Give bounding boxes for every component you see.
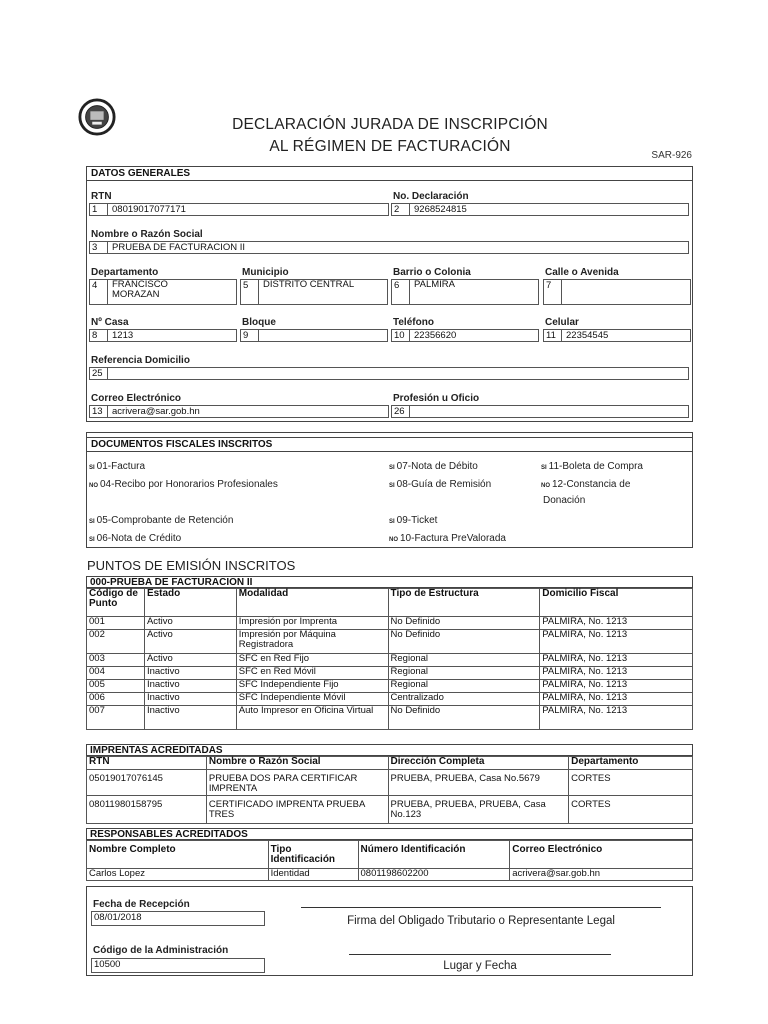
cell: Regional [388, 680, 540, 693]
field-value: acrivera@sar.gob.hn [112, 406, 200, 417]
cell: Inactivo [144, 693, 236, 706]
doc-item: SI 01-Factura [89, 461, 146, 472]
cell: 08011980158795 [87, 796, 207, 824]
field-value: PRUEBA DE FACTURACION II [112, 242, 246, 253]
signature-line [301, 907, 661, 908]
field-number: 26 [392, 406, 410, 417]
cell: 001 [87, 617, 145, 630]
doc-item: Donación [543, 495, 586, 506]
column-header: Código de Punto [87, 589, 145, 617]
cell: SFC Independiente Fijo [236, 680, 388, 693]
referencia-field[interactable] [89, 367, 689, 380]
field-number: 13 [90, 406, 108, 417]
correo-label: Correo Electrónico [91, 393, 182, 404]
cell: 004 [87, 667, 145, 680]
field-value: 1213 [112, 330, 134, 341]
cell: Impresión por Imprenta [236, 617, 388, 630]
cell: 003 [87, 654, 145, 667]
cell: Activo [144, 654, 236, 667]
table-row [87, 667, 693, 680]
field-number: 5 [241, 280, 259, 304]
cell: acrivera@sar.gob.hn [510, 869, 693, 881]
cell: SFC en Red Móvil [236, 667, 388, 680]
field-number: 6 [392, 280, 410, 304]
form-title-line2: AL RÉGIMEN DE FACTURACIÓN [269, 138, 511, 155]
puntos-heading: PUNTOS DE EMISIÓN INSCRITOS [87, 558, 296, 573]
calle-label: Calle o Avenida [545, 267, 619, 278]
casa-label: Nº Casa [91, 317, 129, 328]
cell: No Definido [388, 617, 540, 630]
cell: 005 [87, 680, 145, 693]
column-header: RTN [87, 757, 207, 770]
municipio-label: Municipio [242, 267, 289, 278]
column-header: Nombre o Razón Social [206, 757, 388, 770]
cell: PRUEBA DOS PARA CERTIFICAR IMPRENTA [206, 770, 388, 796]
doc-item: SI 07-Nota de Débito [389, 461, 478, 472]
puntos-table [86, 588, 693, 730]
cell: Inactivo [144, 680, 236, 693]
table-header-row [87, 841, 693, 869]
column-header: Tipo Identificación [268, 841, 358, 869]
cell: 002 [87, 630, 145, 654]
municipio-field[interactable] [240, 279, 388, 305]
cell: Activo [144, 630, 236, 654]
field-number: 7 [544, 280, 562, 304]
doc-item: SI 08-Guía de Remisión [389, 479, 492, 490]
column-header: Domicilio Fiscal [540, 589, 693, 617]
cell: CERTIFICADO IMPRENTA PRUEBA TRES [206, 796, 388, 824]
field-number: 10 [392, 330, 410, 341]
footer-section [86, 886, 693, 976]
sar-seal-logo [78, 98, 116, 136]
profesion-field[interactable] [391, 405, 689, 418]
table-header-row [87, 757, 693, 770]
cell: No Definido [388, 630, 540, 654]
column-header: Número Identificación [358, 841, 510, 869]
column-header: Tipo de Estructura [388, 589, 540, 617]
table-row [87, 869, 693, 881]
doc-item: SI 11-Boleta de Compra [541, 461, 643, 472]
cell: 007 [87, 706, 145, 730]
column-header: Nombre Completo [87, 841, 269, 869]
field-number: 8 [90, 330, 108, 341]
form-code: SAR-926 [651, 150, 692, 161]
table-header-row [87, 589, 693, 617]
table-row [87, 617, 693, 630]
cell: 006 [87, 693, 145, 706]
cell: PALMIRA, No. 1213 [540, 617, 693, 630]
imprentas-section-title: IMPRENTAS ACREDITADAS [86, 744, 693, 756]
table-row [87, 630, 693, 654]
cell: Regional [388, 654, 540, 667]
barrio-label: Barrio o Colonia [393, 267, 471, 278]
cell: PALMIRA, No. 1213 [540, 667, 693, 680]
telefono-field[interactable] [391, 329, 539, 342]
cell: 05019017076145 [87, 770, 207, 796]
column-header: Modalidad [236, 589, 388, 617]
table-row [87, 770, 693, 796]
general-section [86, 166, 693, 422]
column-header: Dirección Completa [388, 757, 569, 770]
field-value: 22354545 [566, 330, 609, 341]
place-date-line [349, 954, 611, 955]
field-value: 9268524815 [414, 204, 467, 215]
field-value: 08019017077171 [112, 204, 186, 215]
field-number: 9 [241, 330, 259, 341]
column-header: Estado [144, 589, 236, 617]
cell: 0801198602200 [358, 869, 510, 881]
cell: PRUEBA, PRUEBA, Casa No.5679 [388, 770, 569, 796]
puntos-subtitle: 000-PRUEBA DE FACTURACION II [86, 576, 693, 588]
cell: Inactivo [144, 706, 236, 730]
cell: SFC Independiente Móvil [236, 693, 388, 706]
doc-item: SI 09-Ticket [389, 515, 438, 526]
responsables-table [86, 840, 693, 881]
departamento-label: Departamento [91, 267, 159, 278]
cell: Carlos Lopez [87, 869, 269, 881]
field-value: PALMIRA [414, 280, 456, 290]
cell: Auto Impresor en Oficina Virtual [236, 706, 388, 730]
declaracion-label: No. Declaración [393, 191, 469, 202]
doc-item: SI 05-Comprobante de Retención [89, 515, 234, 526]
form-title-line1: DECLARACIÓN JURADA DE INSCRIPCIÓN [232, 116, 548, 133]
bloque-field[interactable] [240, 329, 388, 342]
documents-section [86, 432, 693, 548]
field-number: 1 [90, 204, 108, 215]
barrio-field[interactable] [391, 279, 539, 305]
cell: No Definido [388, 706, 540, 730]
field-value: FRANCISCO MORAZAN [112, 280, 168, 300]
field-number: 25 [90, 368, 108, 379]
departamento-field[interactable] [89, 279, 237, 305]
cell: CORTES [569, 796, 693, 824]
cell: Activo [144, 617, 236, 630]
telefono-label: Teléfono [393, 317, 434, 328]
cell: Regional [388, 667, 540, 680]
cell: PALMIRA, No. 1213 [540, 706, 693, 730]
table-row [87, 693, 693, 706]
cell: Identidad [268, 869, 358, 881]
column-header: Departamento [569, 757, 693, 770]
table-row [87, 706, 693, 730]
celular-label: Celular [545, 317, 579, 328]
fecha-label: Fecha de Recepción [93, 899, 190, 910]
profesion-label: Profesión u Oficio [393, 393, 480, 404]
bloque-label: Bloque [242, 317, 276, 328]
column-header: Correo Electrónico [510, 841, 693, 869]
doc-item: SI 06-Nota de Crédito [89, 533, 182, 544]
field-number: 4 [90, 280, 108, 304]
fecha-field[interactable] [91, 911, 265, 926]
cell: PALMIRA, No. 1213 [540, 680, 693, 693]
table-row [87, 654, 693, 667]
cell: CORTES [569, 770, 693, 796]
field-number: 2 [392, 204, 410, 215]
documents-section-title: DOCUMENTOS FISCALES INSCRITOS [87, 437, 692, 452]
cell: SFC en Red Fijo [236, 654, 388, 667]
razon-social-label: Nombre o Razón Social [91, 229, 203, 240]
field-value: DISTRITO CENTRAL [263, 280, 355, 290]
responsables-section-title: RESPONSABLES ACREDITADOS [86, 828, 693, 840]
razon-social-field[interactable] [89, 241, 689, 254]
general-section-title: DATOS GENERALES [87, 167, 692, 181]
signature-caption: Firma del Obligado Tributario o Representante Legal [347, 915, 615, 927]
cell: Centralizado [388, 693, 540, 706]
table-row [87, 796, 693, 824]
codigo-field[interactable] [91, 958, 265, 973]
declaracion-field[interactable] [391, 203, 689, 216]
casa-field[interactable] [89, 329, 237, 342]
cell: Inactivo [144, 667, 236, 680]
celular-field[interactable] [543, 329, 691, 342]
doc-item: NO 12-Constancia de [541, 479, 631, 490]
rtn-label: RTN [91, 191, 112, 202]
table-row [87, 680, 693, 693]
cell: PALMIRA, No. 1213 [540, 630, 693, 654]
doc-item: NO 04-Recibo por Honorarios Profesionales [89, 479, 278, 490]
imprentas-table [86, 756, 693, 824]
field-value: 10500 [94, 959, 121, 970]
field-number: 3 [90, 242, 108, 253]
referencia-label: Referencia Domicilio [91, 355, 190, 366]
calle-field[interactable] [543, 279, 691, 305]
cell: Impresión por Máquina Registradora [236, 630, 388, 654]
doc-item: NO 10-Factura PreValorada [389, 533, 506, 544]
correo-field[interactable] [89, 405, 389, 418]
rtn-field[interactable] [89, 203, 389, 216]
cell: PALMIRA, No. 1213 [540, 654, 693, 667]
cell: PALMIRA, No. 1213 [540, 693, 693, 706]
cell: PRUEBA, PRUEBA, PRUEBA, Casa No.123 [388, 796, 569, 824]
field-value: 22356620 [414, 330, 457, 341]
codigo-label: Código de la Administración [93, 945, 229, 956]
place-date-caption: Lugar y Fecha [443, 960, 517, 972]
field-number: 11 [544, 330, 562, 341]
field-value: 08/01/2018 [94, 912, 142, 923]
